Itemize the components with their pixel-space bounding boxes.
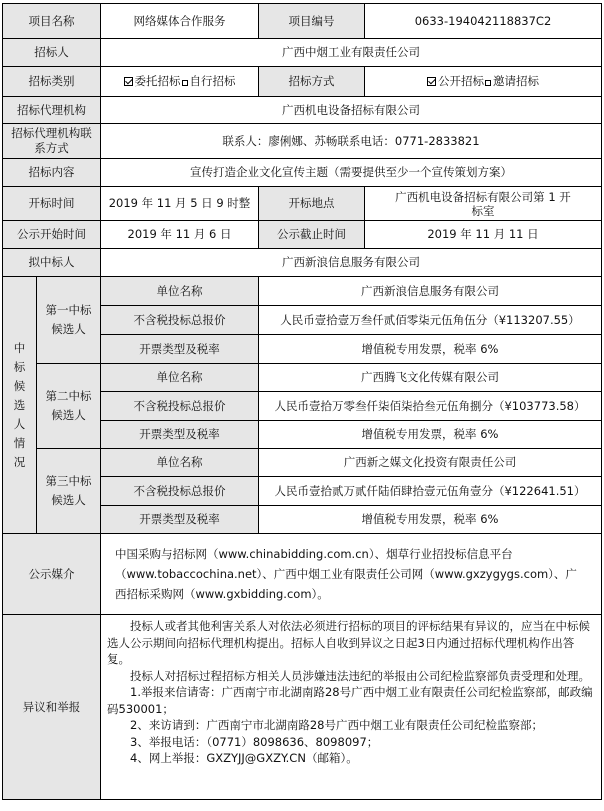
project-number-label: 项目编号 bbox=[259, 4, 365, 39]
objection-label: 异议和举报 bbox=[3, 615, 101, 800]
contact-value: 联系人：廖俐娜、苏畅联系电话：0771-2833821 bbox=[101, 124, 602, 159]
checkbox-checked-icon bbox=[124, 77, 133, 86]
tender-type-label: 招标类别 bbox=[3, 67, 101, 97]
tender-method-option-invite: 邀请招标 bbox=[493, 74, 539, 88]
candidates-section-label: 中标候选人情况 bbox=[3, 277, 37, 534]
unit-label: 单位名称 bbox=[101, 277, 259, 306]
project-name: 网络媒体合作服务 bbox=[101, 4, 259, 39]
objection-content bbox=[101, 615, 602, 800]
tender-method-label: 招标方式 bbox=[259, 67, 365, 97]
objection-paragraph: 投标人或者其他利害关系人对依法必须进行招标的项目的评标结果有异议的，应当在中标候选人公示期间向招标代理机构提出。招标人自收到异议之日起3日内通过招标代理机构作出答复。 bbox=[107, 619, 590, 666]
invoice-label: 开票类型及税率 bbox=[101, 335, 259, 364]
publicity-end: 2019 年 11 月 11 日 bbox=[365, 221, 602, 249]
price-label: 不含税投标总报价 bbox=[101, 392, 259, 421]
tender-type-option-self: 自行招标 bbox=[189, 74, 236, 88]
opening-time: 2019 年 11 月 5 日 9 时整 bbox=[101, 187, 259, 221]
candidate-invoice: 增值税专用发票，税率 6% bbox=[259, 506, 602, 534]
objection-item: 3、举报电话：（0771）8098636、8098097； bbox=[130, 734, 379, 749]
content-value: 宣传打造企业文化宣传主题（需要提供至少一个宣传策划方案） bbox=[101, 159, 602, 187]
tender-method-options bbox=[365, 67, 602, 97]
price-label: 不含税投标总报价 bbox=[101, 477, 259, 506]
tender-type-option-entrusted: 委托招标 bbox=[134, 74, 181, 88]
tender-method-option-open: 公开招标 bbox=[438, 74, 484, 88]
candidate-invoice: 增值税专用发票，税率 6% bbox=[259, 335, 602, 364]
invoice-label: 开票类型及税率 bbox=[101, 506, 259, 534]
unit-label: 单位名称 bbox=[101, 449, 259, 477]
agency-label: 招标代理机构 bbox=[3, 97, 101, 124]
objection-item: 1.举报来信请寄：广西南宁市北湖南路28号广西中烟工业有限责任公司纪检监察部，邮政编码530001； bbox=[107, 685, 593, 716]
candidate-rank: 第一中标候选人 bbox=[37, 277, 101, 364]
contact-label: 招标代理机构联系方式 bbox=[3, 124, 101, 159]
checkbox-empty-icon bbox=[485, 80, 491, 86]
candidate-unit: 广西腾飞文化传媒有限公司 bbox=[259, 364, 602, 392]
project-name-label: 项目名称 bbox=[3, 4, 101, 39]
tenderer-value: 广西中烟工业有限责任公司 bbox=[101, 39, 602, 67]
publicity-end-label: 公示截止时间 bbox=[259, 221, 365, 249]
price-label: 不含税投标总报价 bbox=[101, 306, 259, 335]
agency-value: 广西机电设备招标有限公司 bbox=[101, 97, 602, 124]
winner-value: 广西新浪信息服务有限公司 bbox=[101, 249, 602, 277]
winner-label: 拟中标人 bbox=[3, 249, 101, 277]
candidate-invoice: 增值税专用发票，税率 6% bbox=[259, 421, 602, 449]
candidate-rank: 第二中标候选人 bbox=[37, 364, 101, 449]
content-label: 招标内容 bbox=[3, 159, 101, 187]
candidate-price: 人民币壹拾贰万贰仟陆佰肆拾壹元伍角壹分（¥122641.51） bbox=[259, 477, 602, 506]
objection-paragraph: 投标人对招标过程招标方相关人员涉嫌违法违纪的举报由公司纪检监察部负责受理和处理。 bbox=[130, 668, 590, 683]
candidate-price: 人民币壹拾万零叁仟柒佰柒拾叁元伍角捌分（¥103773.58） bbox=[259, 392, 602, 421]
tender-type-options bbox=[101, 67, 259, 97]
unit-label: 单位名称 bbox=[101, 364, 259, 392]
publicity-start: 2019 年 11 月 6 日 bbox=[101, 221, 259, 249]
objection-item: 4、网上举报：GXZYJJ@GXZY.CN（邮箱）。 bbox=[130, 751, 358, 765]
tenderer-label: 招标人 bbox=[3, 39, 101, 67]
tender-result-table bbox=[2, 3, 602, 800]
candidate-price: 人民币壹拾壹万叁仟贰佰零柒元伍角伍分（¥113207.55） bbox=[259, 306, 602, 335]
objection-item: 2、来访请到：广西南宁市北湖南路28号广西中烟工业有限责任公司纪检监察部； bbox=[130, 718, 543, 732]
media-value: 中国采购与招标网（www.chinabidding.com.cn）、烟草行业招投标信息平台（www.tobaccochina.net）、广西中烟工业有限责任公司网（www.gxzygygs.com）、广西招标采购网（www.gxbidding.com）。 bbox=[101, 534, 602, 615]
candidate-unit: 广西新浪信息服务有限公司 bbox=[259, 277, 602, 306]
opening-place: 广西机电设备招标有限公司第 1 开标室 bbox=[365, 187, 602, 221]
invoice-label: 开票类型及税率 bbox=[101, 421, 259, 449]
opening-place-label: 开标地点 bbox=[259, 187, 365, 221]
opening-time-label: 开标时间 bbox=[3, 187, 101, 221]
candidate-unit: 广西新之媒文化投资有限责任公司 bbox=[259, 449, 602, 477]
project-number: 0633-194042118837C2 bbox=[365, 4, 602, 39]
checkbox-checked-icon bbox=[427, 77, 436, 86]
publicity-start-label: 公示开始时间 bbox=[3, 221, 101, 249]
checkbox-empty-icon bbox=[182, 80, 188, 86]
media-label: 公示媒介 bbox=[3, 534, 101, 615]
candidate-rank: 第三中标候选人 bbox=[37, 449, 101, 534]
